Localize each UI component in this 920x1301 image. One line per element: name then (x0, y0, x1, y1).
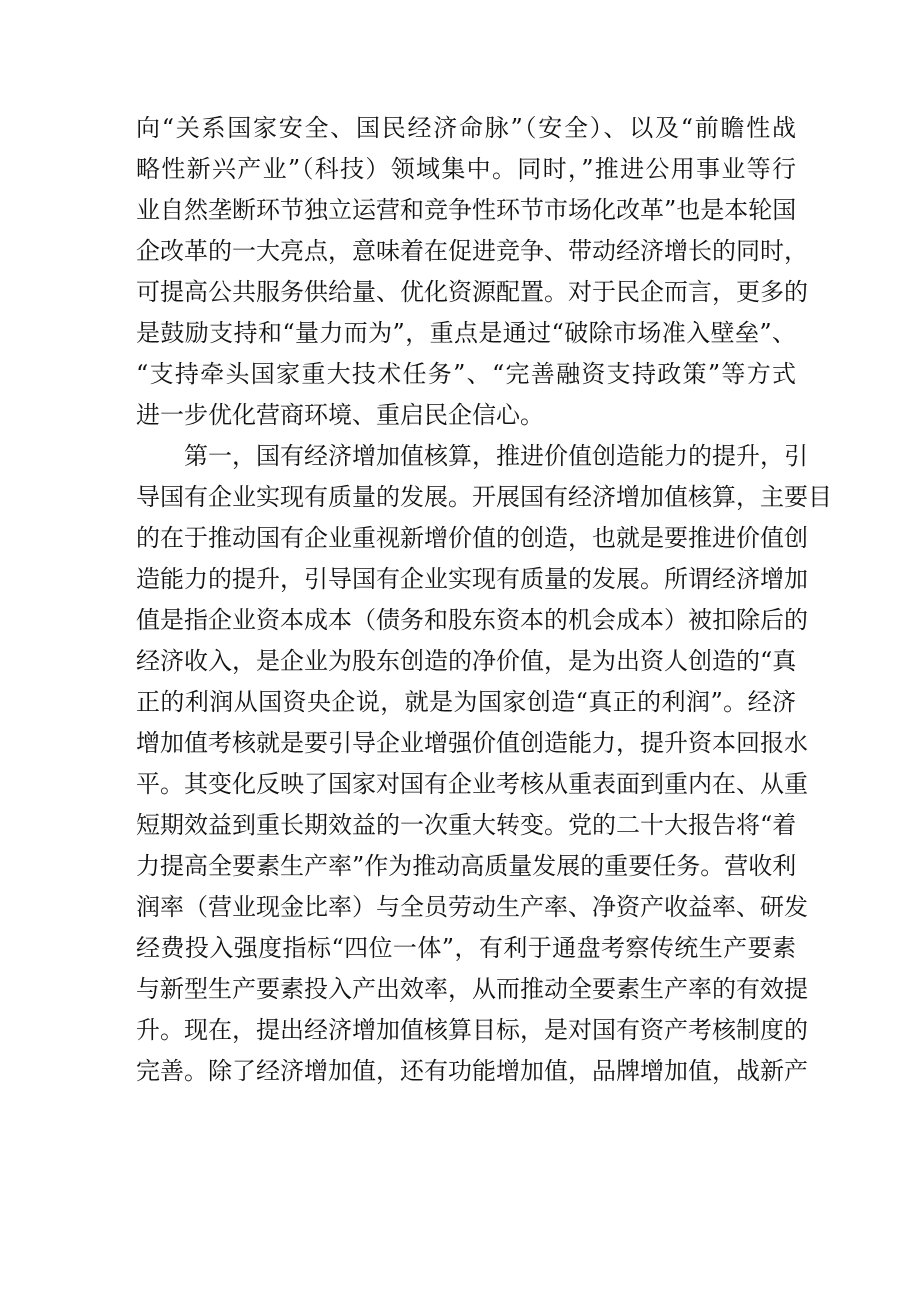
text-line: 增加值考核就是要引导企业增强价值创造能力，提升资本回报水 (136, 729, 808, 757)
text-line: 企改革的一大亮点，意味着在促进竞争、带动经济增长的同时， (136, 237, 808, 265)
text-line: 经济收入，是企业为股东创造的净价值，是为出资人创造的“真 (136, 647, 797, 675)
paragraph-2 (136, 436, 832, 1092)
text-line: 是鼓励支持和“量力而为”，重点是通过“破除市场准入壁垒”、 (136, 319, 796, 347)
text-line: 业自然垄断环节独立运营和竞争性环节市场化改革”也是本轮国 (136, 196, 797, 224)
body-text (136, 108, 832, 1092)
text-line: 正的利润从国资央企说，就是为国家创造“真正的利润”。经济 (136, 688, 796, 716)
text-line: 经费投入强度指标“四位一体”，有利于通盘考察传统生产要素 (136, 934, 796, 962)
text-line: 向“关系国家安全、国民经济命脉”（安全）、以及“前瞻性战 (136, 114, 796, 142)
text-line: “支持牵头国家重大技术任务”、“完善融资支持政策”等方式 (136, 360, 796, 388)
text-line: 略性新兴产业”（科技）领域集中。同时，”推进公用事业等行 (136, 155, 796, 183)
text-line: 升。现在，提出经济增加值核算目标，是对国有资产考核制度的 (136, 1016, 808, 1044)
text-line: 平。其变化反映了国家对国有企业考核从重表面到重内在、从重 (136, 770, 808, 798)
text-line: 短期效益到重长期效益的一次重大转变。党的二十大报告将“着 (136, 811, 797, 839)
text-line: 力提高全要素生产率”作为推动高质量发展的重要任务。营收利 (136, 852, 797, 880)
text-line: 值是指企业资本成本（债务和股东资本的机会成本）被扣除后的 (136, 606, 808, 634)
text-line: 进一步优化营商环境、重启民企信心。 (136, 401, 544, 429)
text-line: 可提高公共服务供给量、优化资源配置。对于民企而言，更多的 (136, 278, 808, 306)
text-line: 与新型生产要素投入产出效率，从而推动全要素生产率的有效提 (136, 975, 808, 1003)
text-line: 第一，国有经济增加值核算，推进价值创造能力的提升，引 (184, 442, 808, 470)
paragraph-1 (136, 108, 808, 436)
text-line: 造能力的提升，引导国有企业实现有质量的发展。所谓经济增加 (136, 565, 808, 593)
text-line: 润率（营业现金比率）与全员劳动生产率、净资产收益率、研发 (136, 893, 808, 921)
text-line: 完善。除了经济增加值，还有功能增加值，品牌增加值，战新产 (136, 1057, 808, 1085)
text-line: 导国有企业实现有质量的发展。开展国有经济增加值核算，主要目 (136, 483, 832, 511)
text-line: 的在于推动国有企业重视新增价值的创造，也就是要推进价值创 (136, 524, 808, 552)
